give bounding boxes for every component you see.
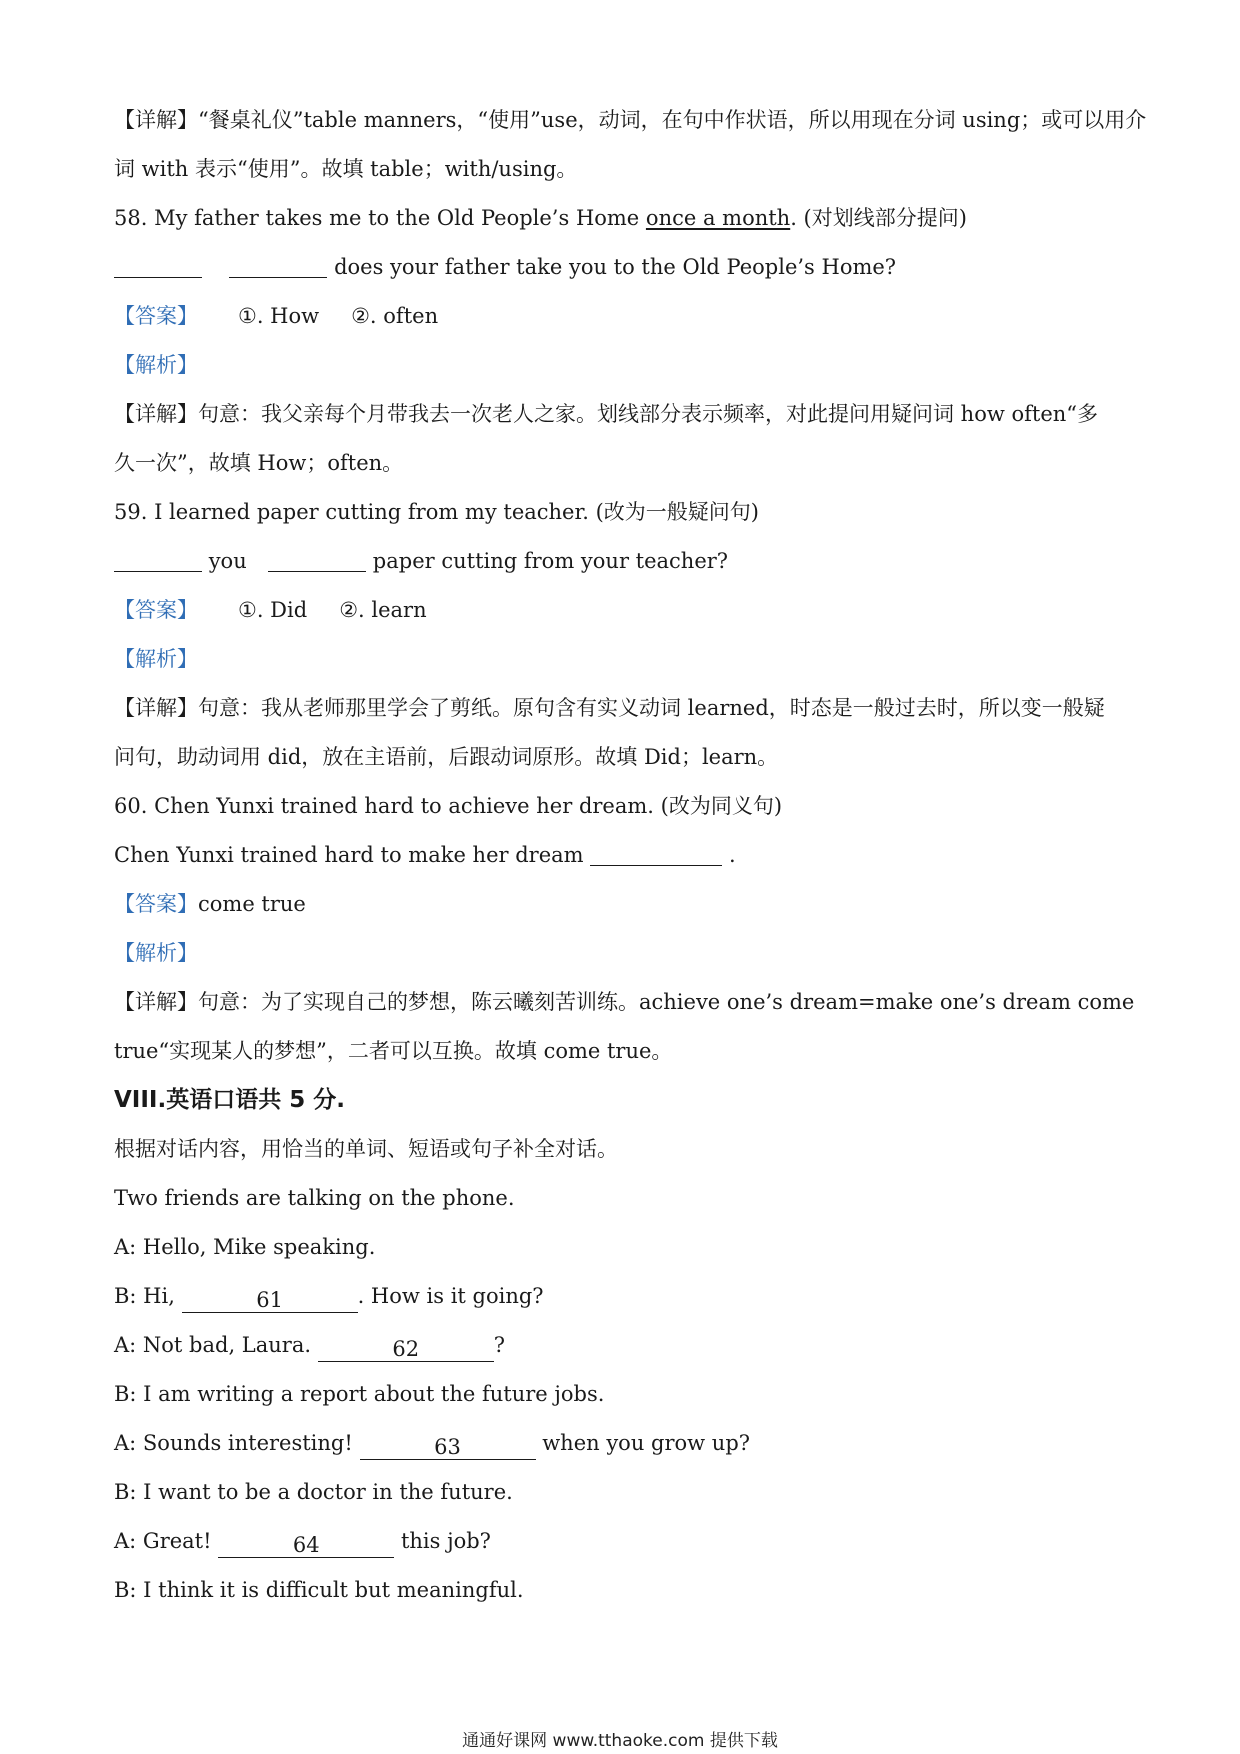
q58-tail: does your father take you to the Old People’s Home? [334, 255, 897, 279]
blank-1 [114, 253, 202, 278]
dialogue-line-8: B: I think it is difficult but meaningful. [114, 1578, 524, 1602]
blank-61: 61 [182, 1288, 358, 1313]
dialogue-line-4: B: I am writing a report about the future jobs. [114, 1382, 605, 1406]
dialogue-line-3 [114, 1321, 1134, 1370]
dialogue-line-1: A: Hello, Mike speaking. [114, 1235, 376, 1259]
q58-instruction: . (对划线部分提问) [790, 206, 967, 230]
dialogue-text: ? [493, 1333, 505, 1357]
dialogue-line-6: B: I want to be a doctor in the future. [114, 1480, 513, 1504]
answer-60-value: come true [198, 892, 306, 916]
analysis-label: 【解析】 [114, 353, 198, 377]
answer-label: 【答案】 [114, 598, 198, 622]
section-heading: VIII.英语口语共 5 分. [114, 1087, 345, 1113]
explanation-57-line2: 词 with 表示“使用”。故填 table；with/using。 [114, 157, 578, 181]
question-59-blanks [114, 537, 1134, 586]
dialogue-text: when you grow up? [542, 1431, 751, 1455]
document-page [114, 96, 1147, 1615]
explanation-59-line2: 问句，助动词用 did，放在主语前，后跟动词原形。故填 Did；learn。 [114, 745, 779, 769]
blank-63: 63 [360, 1435, 536, 1460]
analysis-label: 【解析】 [114, 647, 198, 671]
blank-62: 62 [318, 1337, 494, 1362]
dialogue-line-2 [114, 1272, 1134, 1321]
dialogue-text: A: Not bad, Laura. [114, 1333, 312, 1357]
dialogue-text: this job? [400, 1529, 491, 1553]
dialogue-text: B: Hi, [114, 1284, 175, 1308]
analysis-label: 【解析】 [114, 941, 198, 965]
question-59: 59. I learned paper cutting from my teacher. (改为一般疑问句) [114, 500, 759, 524]
q59-you: you [208, 549, 247, 573]
blank-1 [590, 841, 722, 866]
q58-text: 58. My father takes me to the Old People’s Home [114, 206, 646, 230]
explanation-60-line2: true“实现某人的梦想”，二者可以互换。故填 come true。 [114, 1039, 673, 1063]
answer-label: 【答案】 [114, 892, 198, 916]
answer-59-1: ①. Did [238, 598, 308, 622]
q60-period: . [728, 843, 736, 867]
question-58-blanks [114, 243, 1134, 292]
question-60-blank [114, 831, 1134, 880]
blank-1 [114, 547, 202, 572]
explanation-57-line1: 【详解】“餐桌礼仪”table manners，“使用”use，动词，在句中作状语，所以用现在分词 using；或可以用介 [114, 108, 1147, 132]
q58-underlined: once a month [645, 206, 791, 230]
q59-tail: paper cutting from your teacher? [372, 549, 729, 573]
explanation-59-line1: 【详解】句意：我从老师那里学会了剪纸。原句含有实义动词 learned，时态是一般过去时，所以变一般疑 [114, 696, 1105, 720]
dialogue-text: A: Great! [114, 1529, 212, 1553]
dialogue-text: A: Sounds interesting! [114, 1431, 353, 1455]
question-58 [114, 194, 1134, 243]
blank-2 [268, 547, 366, 572]
dialogue-text: . How is it going? [357, 1284, 544, 1308]
dialogue-line-5 [114, 1419, 1134, 1468]
answer-label: 【答案】 [114, 304, 198, 328]
explanation-58-line2: 久一次”，故填 How；often。 [114, 451, 404, 475]
answer-58-1: ①. How [238, 304, 320, 328]
question-60: 60. Chen Yunxi trained hard to achieve her dream. (改为同义句) [114, 794, 783, 818]
answer-58-2: ②. often [351, 304, 439, 328]
section-instruction: 根据对话内容，用恰当的单词、短语或句子补全对话。 [114, 1137, 618, 1161]
q60-text: Chen Yunxi trained hard to make her dream [114, 843, 584, 867]
blank-2 [229, 253, 327, 278]
explanation-58-line1: 【详解】句意：我父亲每个月带我去一次老人之家。划线部分表示频率，对此提问用疑问词 how often“多 [114, 402, 1099, 426]
dialogue-line-7 [114, 1517, 1134, 1566]
blank-64: 64 [218, 1533, 394, 1558]
answer-60 [114, 880, 1134, 929]
dialogue-intro: Two friends are talking on the phone. [114, 1186, 515, 1210]
answer-59-2: ②. learn [339, 598, 427, 622]
page-footer: 通通好课网 www.tthaoke.com 提供下载 [462, 1731, 778, 1751]
explanation-60-line1: 【详解】句意：为了实现自己的梦想，陈云曦刻苦训练。achieve one’s dream=make one’s dream come [114, 990, 1135, 1014]
answer-59 [114, 586, 1134, 635]
answer-58 [114, 292, 1134, 341]
